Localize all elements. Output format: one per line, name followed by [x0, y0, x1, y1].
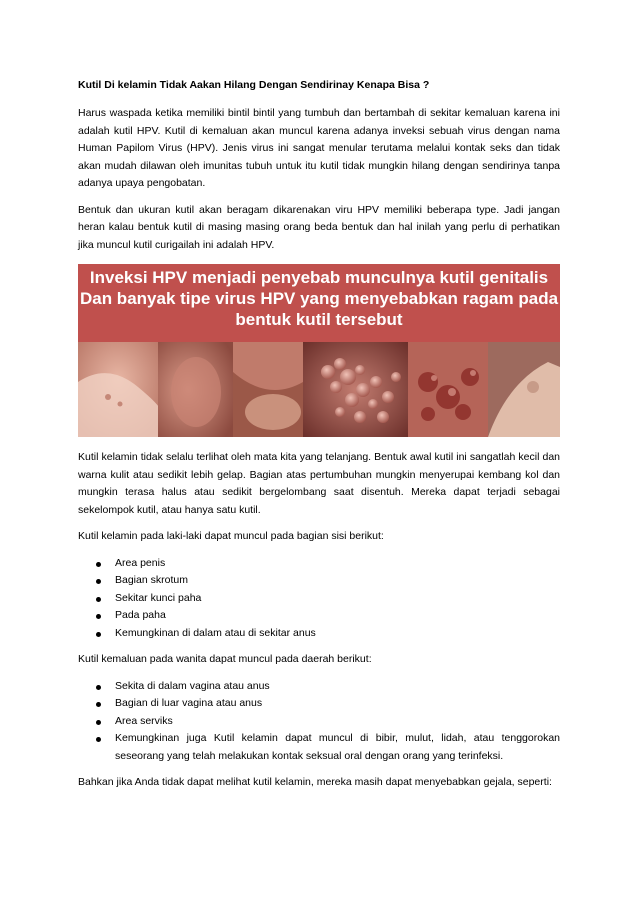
- paragraph-men-intro: Kutil kelamin pada laki-laki dapat muncul pada bagian sisi berikut:: [78, 530, 384, 542]
- women-locations-list: [78, 678, 560, 766]
- paragraph-intro: Harus waspada ketika memiliki bintil bintil yang tumbuh dan bertambah di sekitar kemaluan karena ini adalah kutil HPV. Kutil di kemaluan akan muncul karena adanya inveksi sebuah virus dengan nama Human Papilom Virus (HPV). Jenis virus ini sangat menular terutama melalui kontak seks dan tidak akan mudah dilawan oleh imunitas tubuh untuk itu kutil tidak mungkin hilang dengan sendirinya tanpa adanya upaya pengobatan.: [78, 107, 560, 189]
- bullet-icon: [96, 702, 101, 707]
- list-item: Pada paha: [78, 607, 560, 625]
- banner-line-1: Inveksi HPV menjadi penyebab munculnya kutil genitalis: [89, 268, 549, 287]
- bullet-icon: [96, 579, 101, 584]
- bullet-icon: [96, 685, 101, 690]
- bullet-icon: [96, 562, 101, 567]
- list-item: Kemungkinan juga Kutil kelamin dapat muncul di bibir, mulut, lidah, atau tenggorokan seseorang yang telah melakukan kontak seksual oral dengan orang yang terinfeksi.: [78, 730, 560, 765]
- document-page: [78, 78, 560, 801]
- bullet-icon: [96, 632, 101, 637]
- bullet-icon: [96, 720, 101, 725]
- banner-line-3: bentuk kutil tersebut: [235, 310, 403, 329]
- paragraph-types: Bentuk dan ukuran kutil akan beragam dikarenakan viru HPV memiliki beberapa type. Jadi jangan heran kalau bentuk kutil di masing masing orang beda bentuk dan hal inilah yang perlu di perhatikan jika muncul kutil curigailah ini adalah HPV.: [78, 203, 560, 251]
- list-item: Bagian di luar vagina atau anus: [78, 695, 560, 713]
- list-item: Bagian skrotum: [78, 572, 560, 590]
- list-item: Area serviks: [78, 713, 560, 731]
- banner-caption: [78, 264, 560, 342]
- paragraph-appearance: Kutil kelamin tidak selalu terlihat oleh mata kita yang telanjang. Bentuk awal kutil ini sangatlah kecil dan warna kulit atau sedikit lebih gelap. Bagian atas pertumbuhan mungkin menyerupai kembang kol dan mungkin terasa halus atau sedikit bergelombang saat disentuh. Mereka dapat terjadi sebagai sekelompok kutil, atau hanya satu kutil.: [78, 451, 560, 516]
- list-item: Sekita di dalam vagina atau anus: [78, 678, 560, 696]
- list-item: Sekitar kunci paha: [78, 590, 560, 608]
- bullet-icon: [96, 737, 101, 742]
- bullet-icon: [96, 597, 101, 602]
- article-title: Kutil Di kelamin Tidak Aakan Hilang Dengan Sendirinay Kenapa Bisa ?: [78, 79, 430, 91]
- paragraph-symptoms-intro: Bahkan jika Anda tidak dapat melihat kutil kelamin, mereka masih dapat menyebabkan gejala, seperti:: [78, 776, 552, 788]
- banner-line-2: Dan banyak tipe virus HPV yang menyebabkan ragam pada: [79, 289, 559, 308]
- list-item: Area penis: [78, 555, 560, 573]
- bullet-icon: [96, 614, 101, 619]
- men-locations-list: [78, 555, 560, 643]
- hpv-banner-image: [78, 264, 560, 437]
- paragraph-women-intro: Kutil kemaluan pada wanita dapat muncul pada daerah berikut:: [78, 653, 372, 665]
- banner-photo-collage: [78, 342, 560, 437]
- list-item: Kemungkinan di dalam atau di sekitar anus: [78, 625, 560, 643]
